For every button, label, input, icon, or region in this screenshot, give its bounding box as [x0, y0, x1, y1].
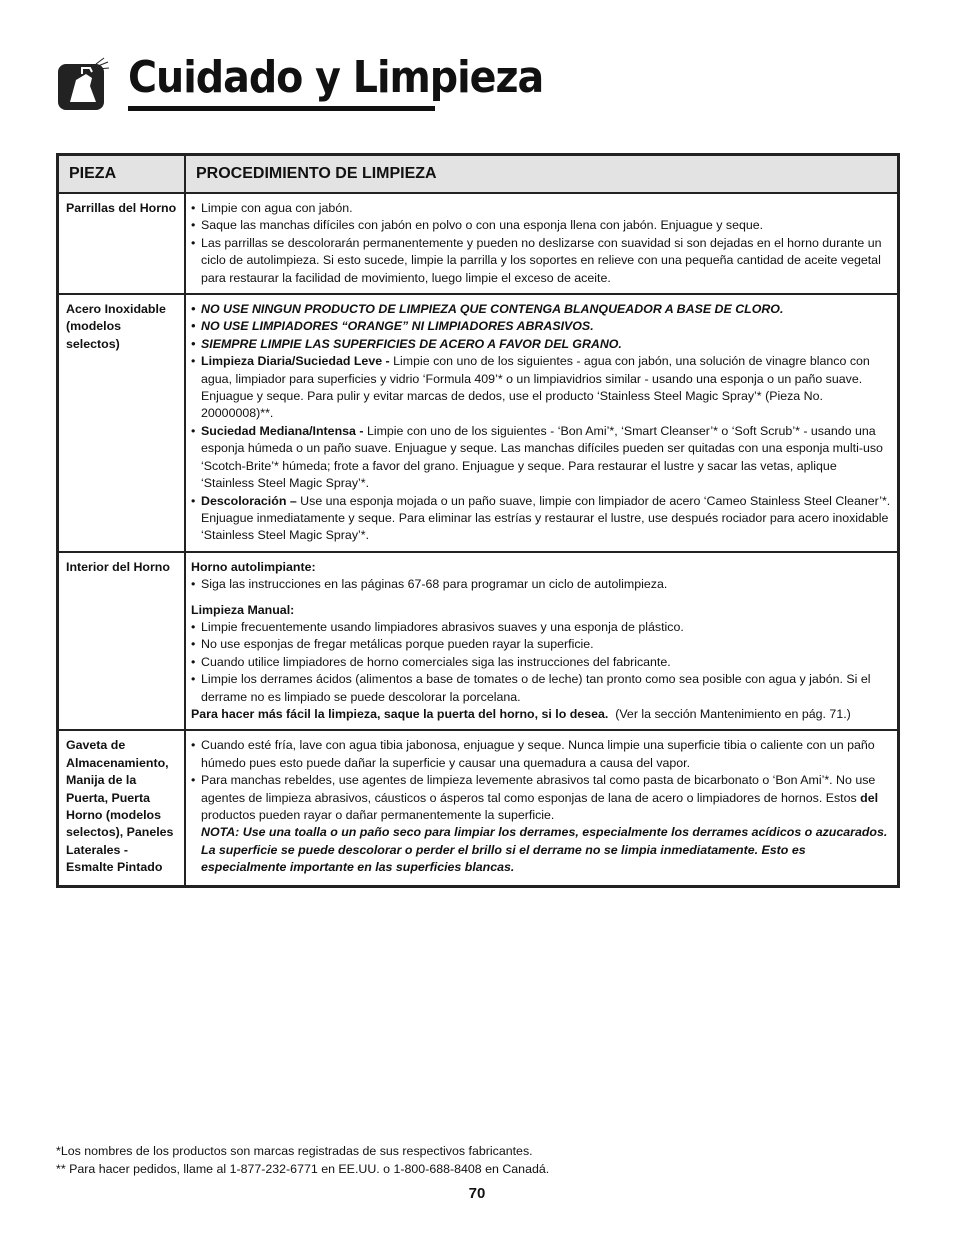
col-header-part: PIEZA: [58, 155, 186, 194]
door-tip: [191, 706, 891, 723]
tip-bold: Para hacer más fácil la limpieza, saque la puerta del horno, si lo desea.: [191, 706, 609, 721]
list-item: • Cuando esté fría, lave con agua tibia jabonosa, enjuague y seque. Nunca limpie una superficie tibia o caliente con un paño húmedo pues esto puede dañar la superficie y causar una quemadura a causa del vapor.: [191, 737, 891, 772]
title-underline: [128, 106, 435, 111]
page-title: Cuidado y Limpieza: [128, 52, 544, 103]
table-row: [58, 552, 899, 731]
item-text: Limpie con uno de los siguientes - ‘Bon Ami’*, ‘Smart Cleanser’* o ‘Soft Scrub’* - usando una esponja húmeda o un paño suave. Enjuague y seque. Las manchas difíciles pueden ser quitadas con una esponja multi-uso ‘Scotch-Brite’* húmeda; frote a favor del grano. Enjuague y seque. Para restaurar el lustre y sacar las vetas, aplique ‘Stainless Steel Magic Spray’*.: [201, 423, 883, 491]
warning-item: • NO USE NINGUN PRODUCTO DE LIMPIEZA QUE CONTENGA BLANQUEADOR A BASE DE CLORO.: [191, 301, 891, 318]
footnotes: [56, 1142, 549, 1178]
list-item: • Saque las manchas difíciles con jabón en polvo o con una esponja llena con jabón. Enjuague y seque.: [191, 217, 891, 234]
warning-item: • SIEMPRE LIMPIE LAS SUPERFICIES DE ACERO A FAVOR DEL GRANO.: [191, 336, 891, 353]
item-lead: Descoloración –: [201, 493, 301, 508]
cleaning-table: [56, 153, 900, 888]
page-header: [56, 48, 544, 114]
part-cell: Acero Inoxidable (modelos selectos): [58, 294, 186, 552]
self-clean-heading: Horno autolimpiante:: [191, 559, 316, 574]
footnote: ** Para hacer pedidos, llame al 1-877-232-6771 en EE.UU. o 1-800-688-8408 en Canadá.: [56, 1162, 550, 1176]
part-cell: Parrillas del Horno: [58, 193, 186, 294]
col-header-procedure: PROCEDIMIENTO DE LIMPIEZA: [185, 155, 899, 194]
list-item: • No use esponjas de fregar metálicas porque pueden rayar la superficie.: [191, 636, 891, 653]
item-lead: Suciedad Mediana/Intensa -: [201, 423, 367, 438]
tip-reference: (Ver la sección Mantenimiento en pág. 71.): [615, 706, 851, 721]
list-item: [191, 423, 891, 493]
table-row: [58, 730, 899, 886]
list-item: [191, 353, 891, 423]
procedure-cell: [185, 294, 899, 552]
list-item: • Para manchas rebeldes, use agentes de limpieza levemente abrasivos tal como pasta de bicarbonato o ‘Bon Ami’*. No use agentes de limpieza abrasivos, cáusticos o ásperos tal como esponjas de lana de acero o limpiadores de hornos. Estos del productos pueden rayar o dañar permanentemente la superficie.: [191, 772, 891, 824]
table-header-row: [58, 155, 899, 194]
list-item: • Siga las instrucciones en las páginas 67-68 para programar un ciclo de autolimpieza.: [191, 576, 891, 593]
item-lead: Limpieza Diaria/Suciedad Leve -: [201, 354, 394, 369]
cleaning-spray-icon: [56, 56, 112, 112]
list-item: • Limpie con agua con jabón.: [191, 200, 891, 217]
part-cell: Gaveta de Almacenamiento, Manija de la Puerta, Puerta Horno (modelos selectos), Paneles Laterales - Esmalte Pintado: [58, 730, 186, 886]
page-number: 70: [468, 1185, 486, 1202]
list-item: • Las parrillas se descolorarán permanentemente y pueden no deslizarse con suavidad si son dejadas en el horno durante un ciclo de autolimpieza. Si esto sucede, limpie la parrilla y los soportes en relieve con una pequeña cantidad de aceite vegetal para restaurar la facilidad de movimiento, luego limpie el exceso de aceite.: [191, 235, 891, 287]
procedure-cell: [185, 730, 899, 886]
part-cell: Interior del Horno: [58, 552, 186, 731]
item-text: Use una esponja mojada o un paño suave, limpie con limpiador de acero ‘Cameo Stainless Steel Cleaner’*. Enjuague inmediatamente y seque. Para eliminar las estrías y restaurar el lustre, use después rociador para acero inoxidable ‘Stainless Steel Magic Spray’*.: [201, 493, 891, 543]
procedure-cell: [185, 552, 899, 731]
list-item: • Limpie los derrames ácidos (alimentos a base de tomates o de leche) tan pronto como sea posible con agua y jabón. Si el derrame no es limpiado se puede descolorar la porcelana.: [191, 671, 891, 706]
list-item: • Limpie frecuentemente usando limpiadores abrasivos suaves y una esponja de plástico.: [191, 619, 891, 636]
table-row: [58, 294, 899, 552]
list-item: • Cuando utilice limpiadores de horno comerciales siga las instrucciones del fabricante.: [191, 654, 891, 671]
procedure-cell: [185, 193, 899, 294]
table-row: [58, 193, 899, 294]
manual-clean-heading: Limpieza Manual:: [191, 602, 295, 617]
note-text: NOTA: Use una toalla o un paño seco para limpiar los derrames, especialmente los derrames acídicos o azucarados. La superficie se puede descolorar o perder el brillo si el derrame no se limpia inmediatamente. Esto es especialmente importante en las superficies blancas.: [201, 825, 888, 875]
list-item: [191, 493, 891, 545]
footnote: *Los nombres de los productos son marcas registradas de sus respectivos fabricantes.: [56, 1144, 533, 1158]
item-text: Limpie con uno de los siguientes - agua con jabón, una solución de vinagre blanco con agua, limpiador para superficies y vidrio ‘Formula 409’* o un limpiavidrios similar - usando una esponja o un paño suave. Enjuague y seque. Para pulir y evitar marcas de dedos, use el producto ‘Stainless Steel Magic Spray’* (Pieza No. 20000008)**.: [201, 354, 870, 421]
warning-item: • NO USE LIMPIADORES “ORANGE” NI LIMPIADORES ABRASIVOS.: [191, 318, 891, 335]
